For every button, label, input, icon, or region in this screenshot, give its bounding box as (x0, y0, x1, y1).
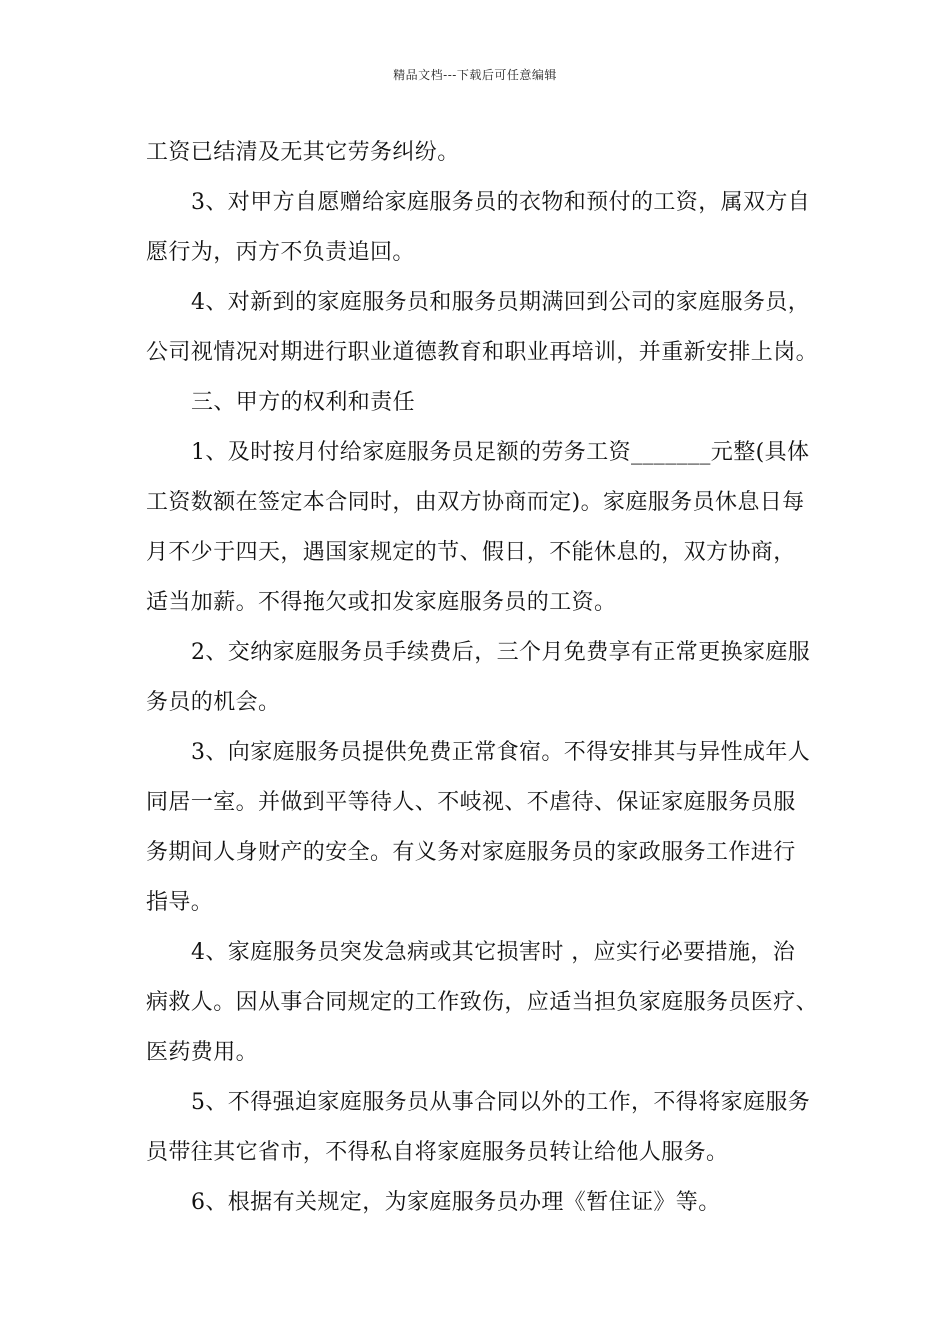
text-line: 适当加薪。不得拖欠或扣发家庭服务员的工资。 (146, 590, 617, 615)
section-heading: 三、甲方的权利和责任 (191, 390, 416, 415)
text-line: 3、向家庭服务员提供免费正常食宿。不得安排其与异性成年人 (191, 740, 811, 765)
text-line: 员带往其它省市，不得私自将家庭服务员转让给他人服务。 (146, 1140, 729, 1165)
text-line: 月不少于四天，遇国家规定的节、假日，不能休息的，双方协商， (146, 540, 796, 565)
text-line: 4、家庭服务员突发急病或其它损害时 ，应实行必要措施，治 (191, 940, 796, 965)
text-line: 工资数额在签定本合同时，由双方协商而定)。家庭服务员休息日每 (146, 490, 805, 515)
document-body (146, 128, 824, 1228)
text-line: 务员的机会。 (146, 690, 281, 715)
text-line: 6、根据有关规定，为家庭服务员办理《暂住证》等。 (191, 1190, 721, 1215)
text-line: 同居一室。并做到平等待人、不岐视、不虐待、保证家庭服务员服 (146, 790, 796, 815)
text-line: 5、不得强迫家庭服务员从事合同以外的工作，不得将家庭服务 (191, 1090, 811, 1115)
text-line: 指导。 (146, 890, 214, 915)
text-line: 工资已结清及无其它劳务纠纷。 (146, 140, 460, 165)
page-header: 精品文档---下载后可任意编辑 (393, 68, 557, 82)
text-line: 4、对新到的家庭服务员和服务员期满回到公司的家庭服务员， (191, 290, 811, 315)
text-line: 2、交纳家庭服务员手续费后，三个月免费享有正常更换家庭服 (191, 640, 811, 665)
text-line: 愿行为，丙方不负责追回。 (146, 240, 415, 265)
text-line: 3、对甲方自愿赠给家庭服务员的衣物和预付的工资，属双方自 (191, 190, 811, 215)
text-line: 公司视情况对期进行职业道德教育和职业再培训，并重新安排上岗。 (146, 340, 819, 365)
text-line: 医药费用。 (146, 1040, 259, 1065)
text-line: 1、及时按月付给家庭服务员足额的劳务工资_______元整(具体 (191, 440, 810, 465)
text-line: 病救人。因从事合同规定的工作致伤，应适当担负家庭服务员医疗、 (146, 990, 819, 1015)
text-line: 务期间人身财产的安全。有义务对家庭服务员的家政服务工作进行 (146, 840, 796, 865)
